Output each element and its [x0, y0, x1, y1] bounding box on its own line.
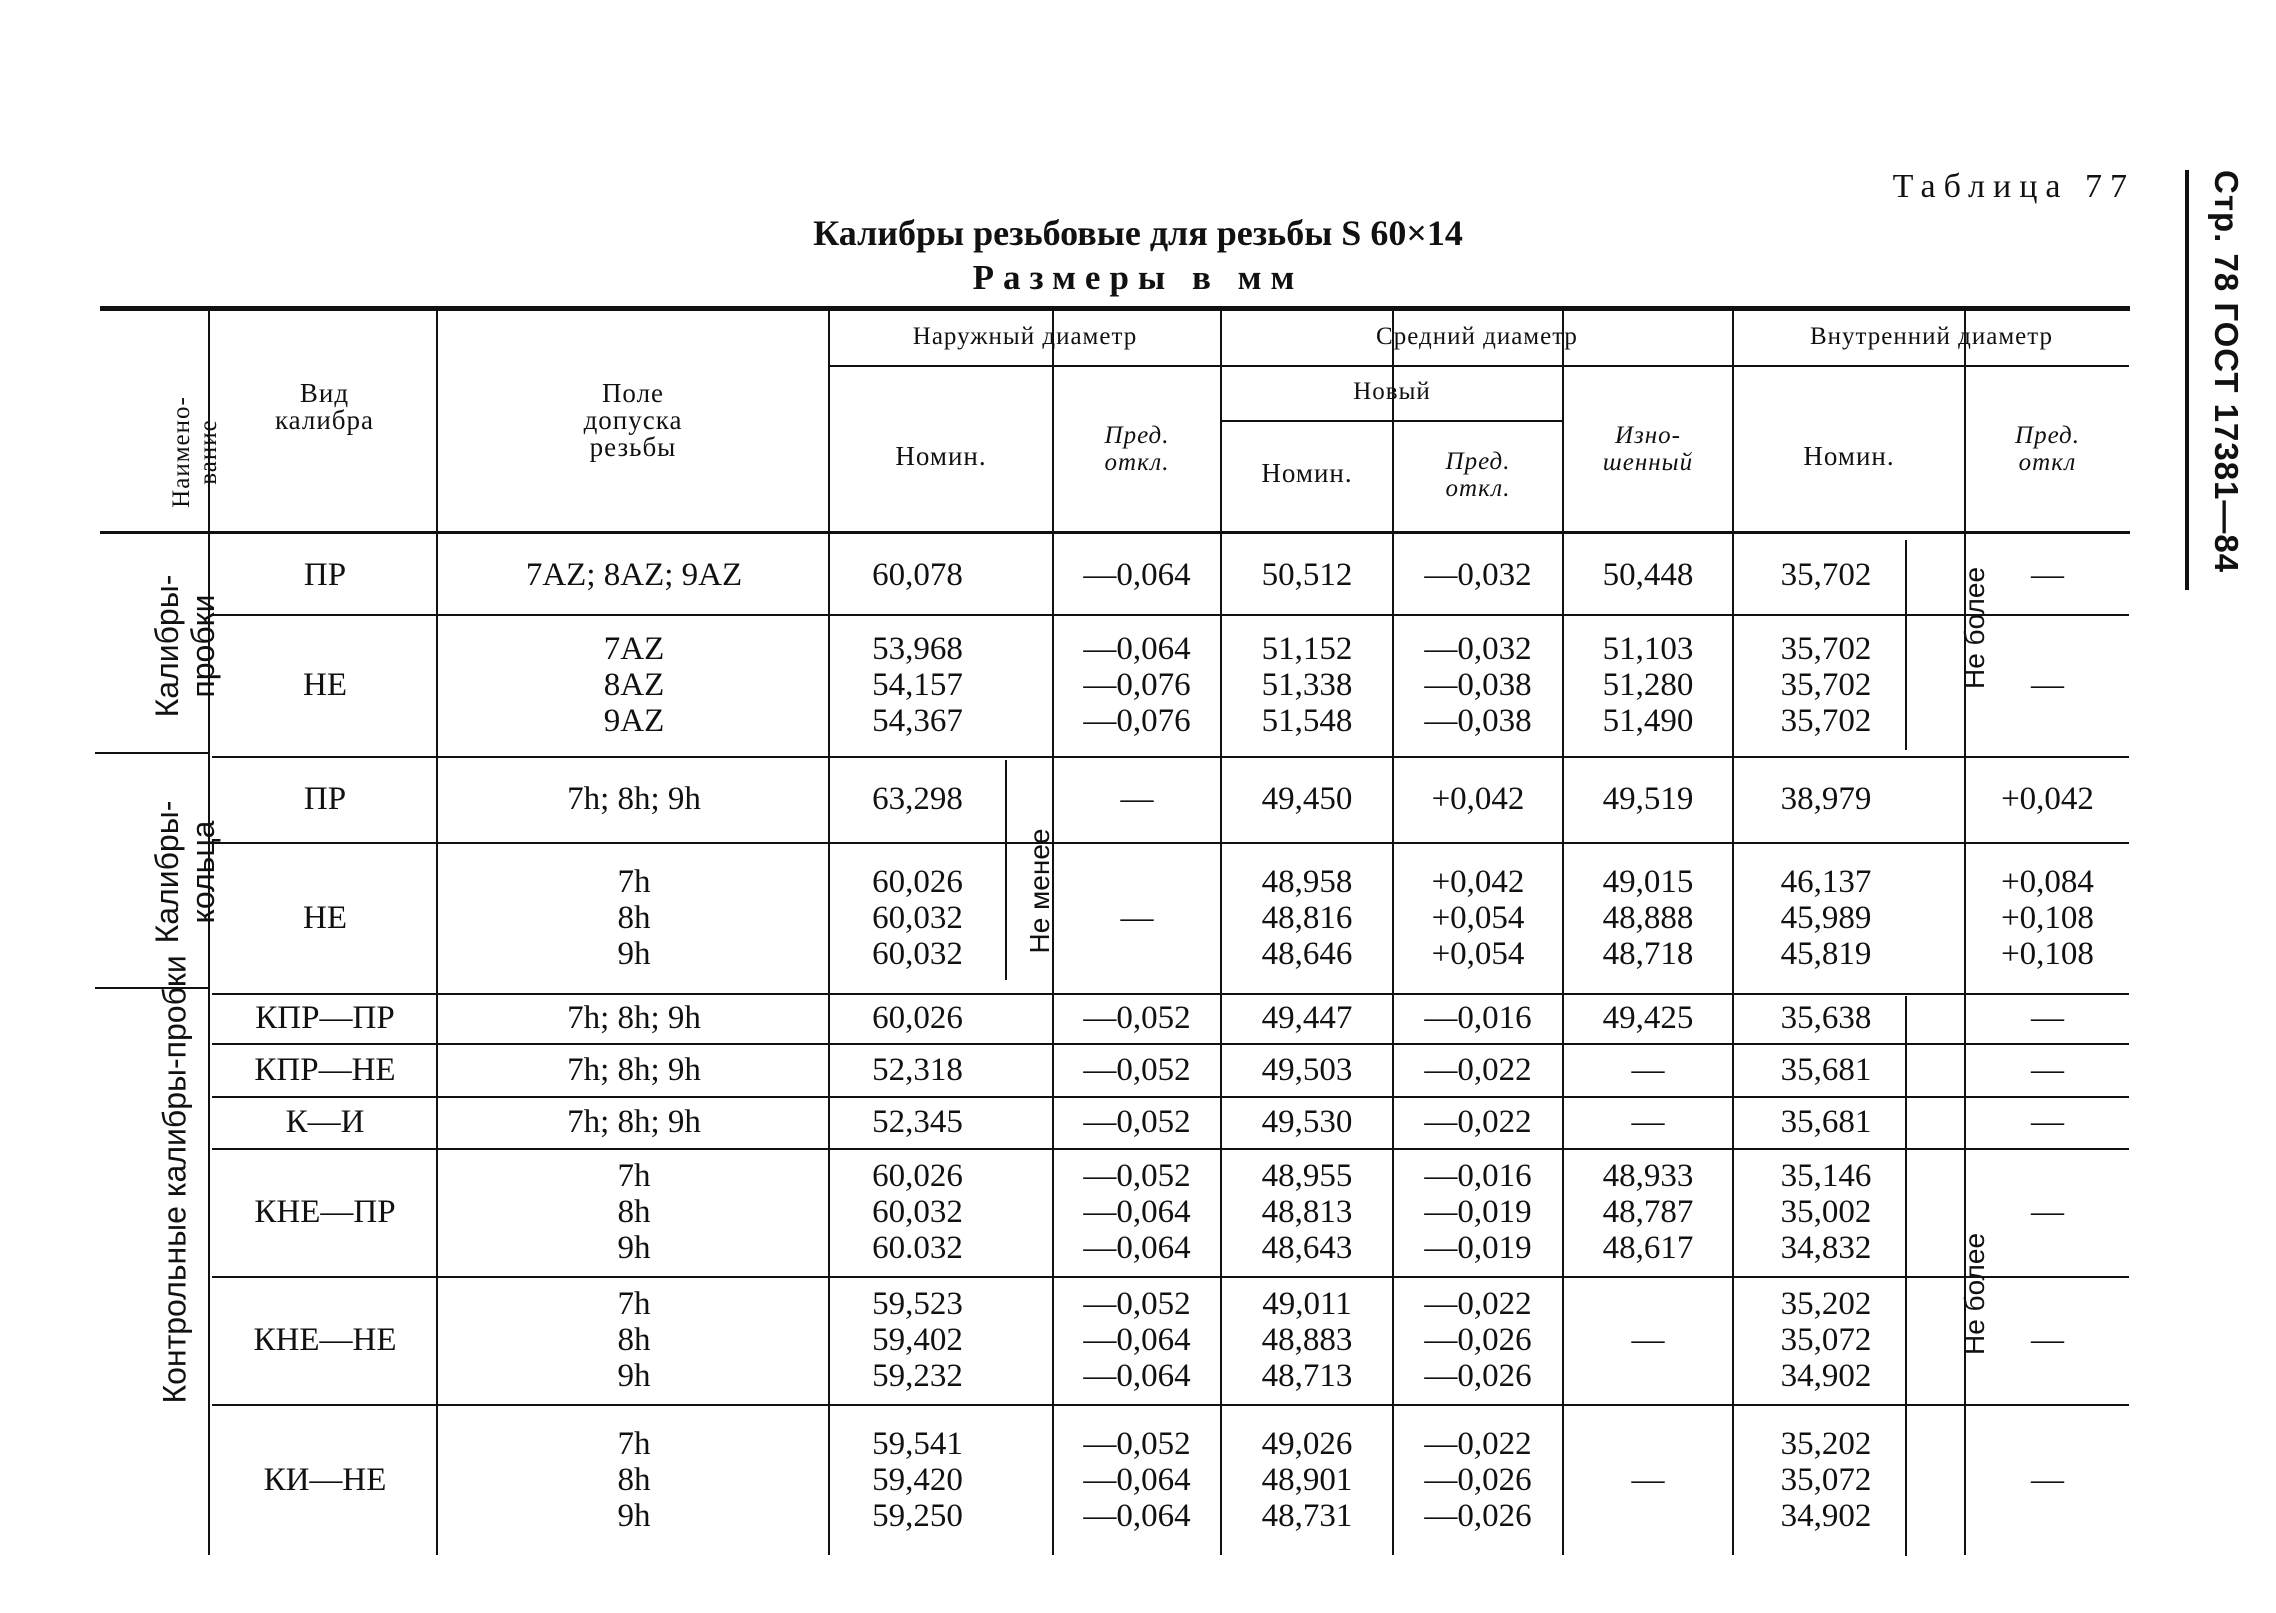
cell-mid-dev: —0,022 —0,026 —0,026 [1424, 1425, 1532, 1534]
cell-outer-nom: 60,026 [872, 1000, 963, 1036]
cell-kind: НЕ [303, 899, 347, 936]
cell-outer-nom: 52,345 [872, 1104, 963, 1140]
cell-inner-nom: 35,702 35,702 35,702 [1780, 631, 1872, 739]
cell-field: 7h 8h 9h [617, 1425, 651, 1534]
header-mid-nomin: Номин. [1261, 458, 1353, 488]
cell-outer-dev: —0,052 —0,064 —0,064 [1083, 1425, 1191, 1534]
rule-line [212, 756, 2129, 758]
header-inner-dev: Пред. откл [2015, 422, 2080, 476]
header-outer: Наружный диаметр [912, 323, 1138, 350]
cell-field: 7h; 8h; 9h [567, 781, 701, 817]
rule-line [830, 365, 1222, 367]
cell-mid-nom: 49,503 [1261, 1051, 1353, 1088]
note-not-less: Не менее [1024, 828, 1055, 954]
cell-worn: 49,015 48,888 48,718 [1602, 863, 1694, 972]
cell-inner-nom: 35,681 [1780, 1051, 1872, 1088]
cell-field: 7h; 8h; 9h [567, 1051, 701, 1088]
cell-mid-dev: —0,022 —0,026 —0,026 [1424, 1286, 1532, 1394]
rule-line [212, 993, 2129, 995]
header-worn: Изно- шенный [1602, 422, 1694, 476]
cell-mid-nom: 51,152 51,338 51,548 [1261, 631, 1353, 739]
cell-kind: К—И [285, 1104, 365, 1140]
cell-inner-dev: — [2031, 1051, 2064, 1088]
header-outer-nomin: Номин. [895, 441, 987, 471]
table-number: Таблица 77 [1892, 168, 2135, 205]
cell-mid-dev: —0,016 —0,019 —0,019 [1424, 1158, 1532, 1266]
cell-field: 7h 8h 9h [617, 1158, 651, 1266]
cell-mid-nom: 49,011 48,883 48,713 [1261, 1286, 1353, 1394]
cell-outer-nom: 53,968 54,157 54,367 [872, 631, 963, 739]
cell-kind: ПР [303, 781, 347, 817]
header-inner: Внутренний диаметр [1810, 323, 2053, 350]
cell-mid-dev: —0,032 [1424, 557, 1532, 593]
cell-worn: — [1631, 1461, 1665, 1498]
cell-inner-nom: 35,202 35,072 34,902 [1780, 1425, 1872, 1534]
cell-inner-dev: — [2031, 1194, 2064, 1230]
cell-outer-nom: 63,298 [872, 781, 963, 817]
cell-mid-nom: 48,955 48,813 48,643 [1261, 1158, 1353, 1266]
cell-mid-dev: +0,042 +0,054 +0,054 [1431, 863, 1525, 972]
rule-line [212, 1096, 2129, 1098]
cell-kind: КПР—НЕ [254, 1051, 396, 1088]
cell-inner-dev: +0,084 +0,108 +0,108 [2001, 863, 2094, 972]
cell-inner-dev: — [2031, 667, 2064, 703]
rule-line [100, 531, 2130, 534]
group-control: Контрольные калибры-пробки [156, 955, 193, 1404]
cell-mid-dev: —0,022 [1424, 1051, 1532, 1088]
cell-mid-dev: —0,022 [1424, 1104, 1532, 1140]
cell-outer-nom: 60,026 60,032 60,032 [872, 863, 963, 972]
rule-line [212, 842, 2129, 844]
rule-line [212, 1043, 2129, 1045]
header-name-text: Наимено- вание [168, 396, 222, 508]
cell-inner-nom: 35,702 [1780, 557, 1872, 593]
cell-kind: КПР—ПР [255, 1000, 395, 1036]
cell-field: 7h 8h 9h [617, 863, 651, 972]
side-label-text: Стр. 78 ГОСТ 17381—84 [2208, 170, 2245, 574]
cell-outer-dev: —0,052 —0,064 —0,064 [1083, 1286, 1191, 1394]
cell-inner-nom: 35,146 35,002 34,832 [1780, 1158, 1872, 1266]
cell-inner-nom: 35,202 35,072 34,902 [1780, 1286, 1872, 1394]
rule-line [1734, 365, 2129, 367]
cell-inner-nom: 46,137 45,989 45,819 [1780, 863, 1872, 972]
rule-line [212, 1276, 2129, 1278]
cell-outer-dev: —0,052 [1083, 1104, 1191, 1140]
cell-field: 7h 8h 9h [617, 1286, 651, 1394]
cell-mid-nom: 49,026 48,901 48,731 [1261, 1425, 1353, 1534]
group-plugs [149, 531, 221, 761]
cell-kind: КИ—НЕ [263, 1461, 387, 1498]
cell-worn: 48,933 48,787 48,617 [1602, 1158, 1694, 1266]
cell-outer-nom: 59,541 59,420 59,250 [872, 1425, 963, 1534]
cell-outer-dev: —0,052 [1083, 1051, 1191, 1088]
cell-inner-dev: +0,042 [2001, 781, 2094, 817]
cell-outer-dev: —0,064 [1083, 557, 1191, 593]
group-rings-text: Калибры- кольца [149, 800, 221, 944]
cell-outer-nom: 52,318 [872, 1051, 963, 1088]
cell-mid-nom: 49,530 [1261, 1104, 1353, 1140]
cell-inner-dev: — [2031, 1000, 2064, 1036]
cell-worn: — [1631, 1104, 1665, 1140]
note-not-more-1: Не более [1959, 566, 1990, 690]
cell-worn: 51,103 51,280 51,490 [1602, 631, 1694, 739]
rule-line [212, 1404, 2129, 1406]
group-rings [149, 757, 221, 987]
cell-outer-dev: — [1120, 781, 1154, 817]
header-field: Поле допуска резьбы [583, 378, 683, 462]
header-outer-dev: Пред. откл. [1104, 422, 1170, 476]
header-mid-dev: Пред. откл. [1445, 448, 1511, 502]
cell-outer-nom: 60,078 [872, 557, 963, 593]
rule-line [100, 306, 2130, 311]
header-new: Новый [1353, 378, 1431, 405]
cell-field: 7h; 8h; 9h [567, 1000, 701, 1036]
cell-outer-dev: —0,052 —0,064 —0,064 [1083, 1158, 1191, 1266]
note-not-more-2: Не более [1959, 1232, 1990, 1356]
rule-line [212, 1148, 2129, 1150]
cell-field: 7AZ; 8AZ; 9AZ [525, 557, 743, 593]
cell-outer-nom: 60,026 60,032 60.032 [872, 1158, 963, 1266]
cell-outer-dev: — [1120, 899, 1154, 936]
column-line [1005, 760, 1007, 980]
cell-kind: ПР [303, 557, 347, 593]
cell-mid-nom: 50,512 [1261, 557, 1353, 593]
cell-inner-dev: — [2031, 1104, 2064, 1140]
cell-outer-dev: —0,052 [1083, 1000, 1191, 1036]
rule-line [1222, 365, 1732, 367]
cell-mid-dev: —0,016 [1424, 1000, 1532, 1036]
header-middle: Средний диаметр [1376, 323, 1578, 350]
cell-field: 7AZ 8AZ 9AZ [603, 631, 665, 739]
cell-mid-nom: 48,958 48,816 48,646 [1261, 863, 1353, 972]
cell-mid-nom: 49,450 [1261, 781, 1353, 817]
table-caption: Калибры резьбовые для резьбы S 60×14 [813, 213, 1463, 253]
cell-worn: — [1631, 1051, 1665, 1088]
cell-inner-dev: — [2031, 1322, 2064, 1358]
cell-mid-dev: —0,032 —0,038 —0,038 [1424, 631, 1532, 739]
cell-mid-dev: +0,042 [1431, 781, 1525, 817]
cell-kind: НЕ [303, 667, 347, 703]
cell-worn: — [1631, 1322, 1665, 1358]
rule-line [212, 614, 2129, 616]
cell-kind: КНЕ—НЕ [253, 1322, 397, 1358]
cell-worn: 49,425 [1602, 1000, 1694, 1036]
cell-inner-nom: 35,638 [1780, 1000, 1872, 1036]
units-caption: Размеры в мм [972, 258, 1304, 297]
cell-inner-dev: — [2031, 1461, 2064, 1498]
cell-mid-nom: 49,447 [1261, 1000, 1353, 1036]
header-inner-nomin: Номин. [1803, 441, 1895, 471]
header-kind: Вид калибра [274, 378, 375, 435]
cell-kind: КНЕ—ПР [254, 1194, 396, 1230]
cell-outer-nom: 59,523 59,402 59,232 [872, 1286, 963, 1394]
cell-worn: 50,448 [1602, 557, 1694, 593]
cell-inner-nom: 38,979 [1780, 781, 1872, 817]
cell-field: 7h; 8h; 9h [567, 1104, 701, 1140]
group-plugs-text: Калибры- пробки [149, 574, 221, 718]
cell-outer-dev: —0,064 —0,076 —0,076 [1083, 631, 1191, 739]
cell-inner-dev: — [2031, 557, 2064, 593]
cell-inner-nom: 35,681 [1780, 1104, 1872, 1140]
cell-worn: 49,519 [1602, 781, 1694, 817]
